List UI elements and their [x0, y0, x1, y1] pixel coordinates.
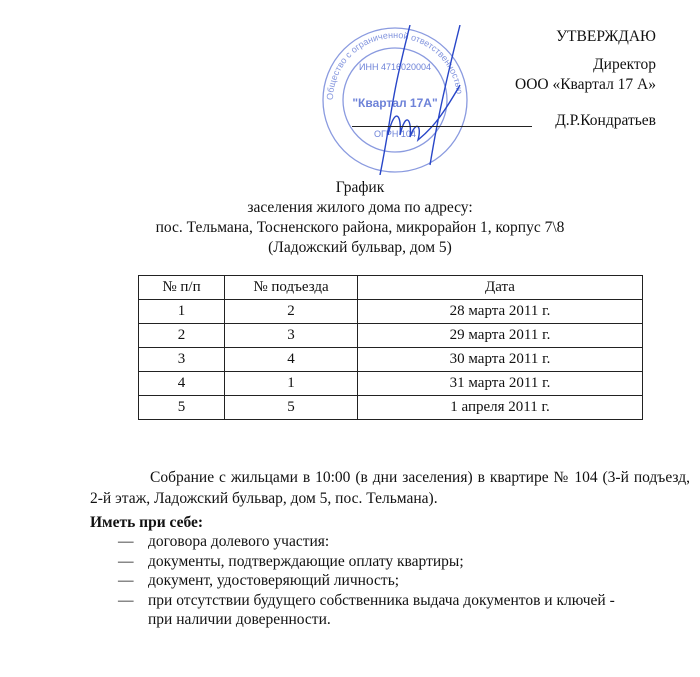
cell: 4 [139, 372, 225, 396]
doc-subtitle: заселения жилого дома по адресу: [247, 199, 473, 216]
approval-label: УТВЕРЖДАЮ [556, 28, 656, 45]
doc-address-alt: (Ладожский бульвар, дом 5) [268, 239, 452, 256]
cell: 29 марта 2011 г. [358, 324, 643, 348]
cell: 31 марта 2011 г. [358, 372, 643, 396]
cell: 28 марта 2011 г. [358, 300, 643, 324]
list-item [118, 591, 628, 630]
cell: 2 [225, 300, 358, 324]
col-date: Дата [358, 276, 643, 300]
cell: 1 [139, 300, 225, 324]
item-text: документ, удостоверяющий личность; [148, 572, 400, 589]
signature-line [352, 112, 532, 127]
company-name: ООО «Квартал 17 А» [515, 76, 656, 93]
item-text: договора долевого участия: [148, 533, 330, 550]
item-text: при отсутствии будущего собственника выдача документов и ключей - при наличии доверенности. [148, 591, 615, 628]
table-row [139, 300, 643, 324]
cell: 4 [225, 348, 358, 372]
list-item [118, 532, 628, 552]
bring-heading: Иметь при себе: [90, 514, 204, 531]
cell: 2 [139, 324, 225, 348]
col-entrance: № подъезда [225, 276, 358, 300]
list-item [118, 571, 628, 591]
cell: 3 [139, 348, 225, 372]
director-position: Директор [593, 56, 656, 73]
cell: 30 марта 2011 г. [358, 348, 643, 372]
svg-text:Общество с ограниченной ответс: Общество с ограниченной ответственностью [324, 29, 465, 101]
bring-list [118, 532, 628, 630]
dash-bullet: — [118, 572, 134, 589]
cell: 3 [225, 324, 358, 348]
list-item [118, 552, 628, 572]
item-text: документы, подтверждающие оплату квартиры; [148, 552, 464, 570]
table-row [139, 324, 643, 348]
svg-text:ОГРН 104: ОГРН 104 [374, 129, 416, 139]
svg-text:ИНН 4716020004: ИНН 4716020004 [358, 62, 432, 72]
dash-bullet: — [118, 533, 134, 550]
table-row [139, 396, 643, 420]
table-row [139, 372, 643, 396]
table-header [139, 276, 643, 300]
svg-text:"Квартал 17А": "Квартал 17А" [352, 96, 438, 110]
signatory-name: Д.Р.Кондратьев [555, 112, 656, 129]
meeting-paragraph: Собрание с жильцами в 10:00 (в дни заселения) в квартире № 104 (3-й подъезд, 2-й этаж, Ладожский бульвар, дом 5, пос. Тельмана). [90, 469, 690, 507]
dash-bullet: — [118, 552, 134, 570]
cell: 5 [225, 396, 358, 420]
cell: 1 апреля 2011 г. [358, 396, 643, 420]
cell: 5 [139, 396, 225, 420]
dash-bullet: — [118, 591, 134, 609]
cell: 1 [225, 372, 358, 396]
doc-title: График [335, 179, 385, 196]
col-number: № п/п [139, 276, 225, 300]
company-stamp [310, 25, 480, 175]
doc-address: пос. Тельмана, Тосненского района, микрорайон 1, корпус 7\8 [155, 219, 565, 236]
schedule-table [138, 275, 643, 420]
table-row [139, 348, 643, 372]
